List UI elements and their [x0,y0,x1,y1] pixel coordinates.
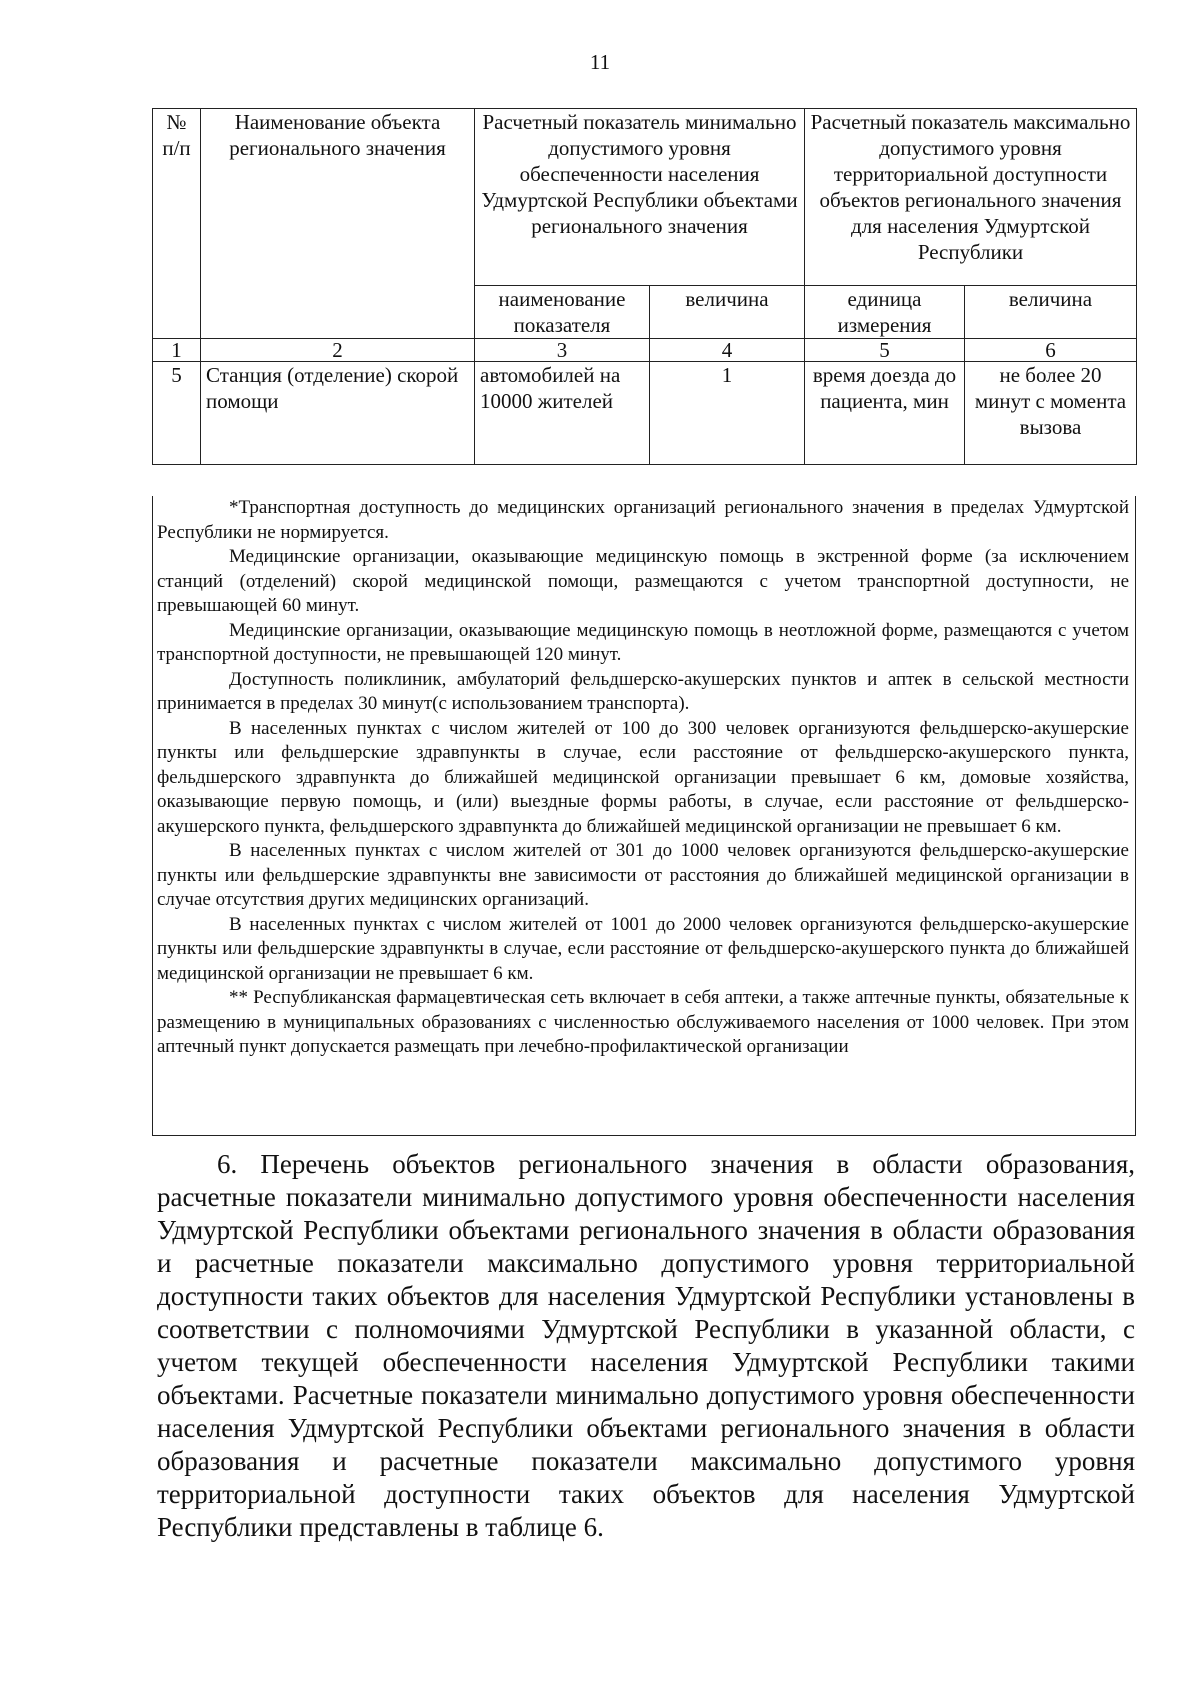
note-paragraph: В населенных пунктах с числом жителей от 100 до 300 человек организуются фельдшерско-акушерские пункты или фельдшерские здравпункты в случае, если расстояние от фельдшерско-акушерского пункта, фельдшерского здравпункта до ближайшей медицинской организации превышает 6 км, домовые хозяйства, оказывающие первую помощь, и (или) выездные формы работы, в случае, если расстояние от фельдшерско-акушерского пункта, фельдшерского здравпункта до ближайшей медицинской организации не превышает 6 км. [157,717,1129,837]
note-paragraph: *Транспортная доступность до медицинских организаций регионального значения в пределах Удмуртской Республики не нормируется. [157,497,1129,543]
header-unit: единица измерения [805,286,965,339]
column-number: 1 [153,339,201,362]
column-number: 2 [201,339,475,362]
note-paragraph: Медицинские организации, оказывающие медицинскую помощь в экстренной форме (за исключением станций (отделений) скорой медицинской помощи, размещаются с учетом транспортной доступности, не превышающей 60 минут. [157,546,1129,616]
header-max-accessibility: Расчетный показатель максимально допустимого уровня территориальной доступности объектов регионального значения для населения Удмуртской Республики [805,109,1137,286]
column-number: 5 [805,339,965,362]
note-paragraph: В населенных пунктах с числом жителей от 1001 до 2000 человек организуются фельдшерско-акушерские пункты или фельдшерские здравпункты в случае, если расстояние от фельдшерско-акушерского пункта до ближайшей медицинской организации не превышает 6 км. [157,913,1129,984]
column-number-row [153,339,1137,362]
row-object-name: Станция (отделение) скорой помощи [201,362,475,465]
standards-table [152,108,1137,465]
table-row [153,362,1137,465]
header-indicator-name: наименование показателя [475,286,650,339]
note-paragraph: Медицинские организации, оказывающие медицинскую помощь в неотложной форме, размещаются с учетом транспортной доступности, не превышающей 120 минут. [157,619,1129,665]
header-value-min: величина [650,286,805,339]
row-unit: время доезда до пациента, мин [805,362,965,465]
note-paragraph: Доступность поликлиник, амбулаторий фельдшерско-акушерских пунктов и аптек в сельской местности принимается в пределах 30 минут(с использованием транспорта). [157,668,1129,714]
header-object-name: Наименование объекта регионального значения [201,109,475,339]
page-number: 11 [589,50,611,74]
table-notes [152,496,1136,1136]
header-num: № п/п [153,109,201,339]
column-number: 6 [965,339,1137,362]
note-paragraph: ** Республиканская фармацевтическая сеть включает в себя аптеки, а также аптечные пункты, обязательные к размещению в муниципальных образованиях с численностью обслуживаемого населения от 1000 человек. При этом аптечный пункт допускается размещать при лечебно-профилактической организации [157,987,1129,1057]
row-num: 5 [153,362,201,465]
section-paragraph: 6. Перечень объектов регионального значения в области образования, расчетные показатели минимально допустимого уровня обеспеченности населения Удмуртской Республики объектами регионального значения в области образования и расчетные показатели максимально допустимого уровня территориальной доступности таких объектов для населения Удмуртской Республики установлены в соответствии с полномочиями Удмуртской Республики в указанной области, с учетом текущей обеспеченности населения Удмуртской Республики такими объектами. Расчетные показатели минимально допустимого уровня обеспеченности населения Удмуртской Республики объектами регионального значения в области образования и расчетные показатели максимально допустимого уровня территориальной доступности таких объектов для населения Удмуртской Республики представлены в таблице 6. [157,1149,1135,1542]
header-min-provision: Расчетный показатель минимально допустимого уровня обеспеченности населения Удмуртской Республики объектами регионального значения [475,109,805,286]
note-paragraph: В населенных пунктах с числом жителей от 301 до 1000 человек организуются фельдшерско-акушерские пункты или фельдшерские здравпункты вне зависимости от расстояния до ближайшей медицинской организации в случае отсутствия других медицинских организаций. [157,840,1129,910]
row-indicator: автомобилей на 10000 жителей [475,362,650,465]
header-value-max: величина [965,286,1137,339]
section-6 [157,1148,1135,1544]
row-max-value: не более 20 минут с момента вызова [965,362,1137,465]
column-number: 4 [650,339,805,362]
row-value: 1 [650,362,805,465]
column-number: 3 [475,339,650,362]
